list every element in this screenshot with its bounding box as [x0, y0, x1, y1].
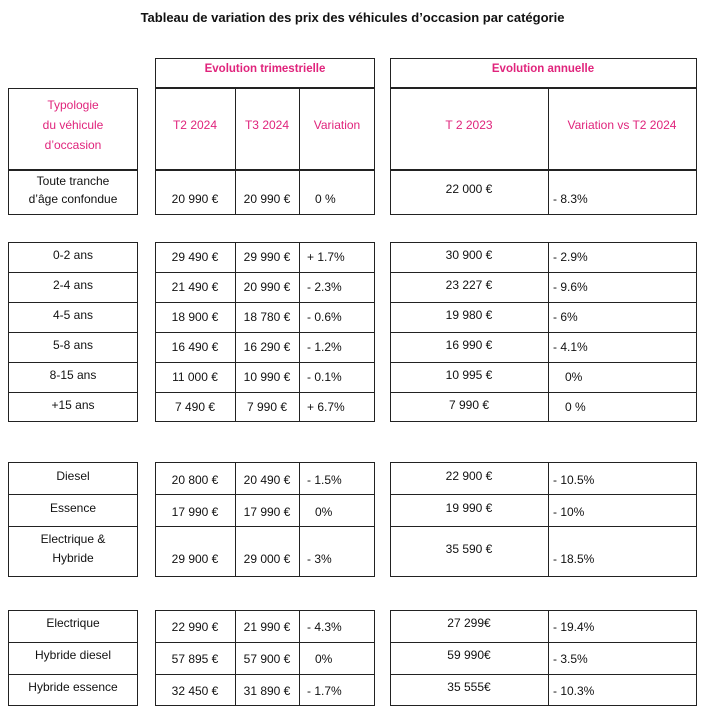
energy-row-elec-hybride-label2: Hybride	[52, 551, 94, 565]
age-row-variation-vs: - 9.6%	[553, 280, 588, 294]
energy-row-elec-hybride-label: Electrique &	[40, 532, 106, 546]
hybrid-row-diesel-variation: 0%	[315, 652, 333, 666]
overall-label-line1: Toute tranche	[36, 174, 110, 188]
age-row-t3-2024: 20 990 €	[243, 280, 291, 294]
hybrid-row-electrique-t3-2024: 21 990 €	[243, 620, 291, 634]
hybrid-row-diesel-t2-2024: 57 895 €	[171, 652, 219, 666]
age-row-t3-2024: 29 990 €	[243, 250, 291, 264]
energy-row-essence-t2-2023: 19 990 €	[445, 501, 493, 515]
age-row-t2-2023: 10 995 €	[445, 368, 493, 382]
overall-variation: 0 %	[315, 192, 336, 206]
overall-t2-2023: 22 000 €	[445, 182, 493, 196]
group-trimestrielle-label: Evolution trimestrielle	[204, 63, 326, 75]
energy-row-essence-label: Essence	[49, 501, 97, 515]
energy-row-diesel-t3-2024: 20 490 €	[243, 473, 291, 487]
age-row-t2-2023: 30 900 €	[445, 248, 493, 262]
energy-row-essence-t3-2024: 17 990 €	[243, 505, 291, 519]
age-row-t2-2023: 7 990 €	[448, 398, 490, 412]
hybrid-row-essence-variation: - 1.7%	[307, 684, 342, 698]
age-row-label: 2-4 ans	[52, 278, 94, 292]
age-row-label: 4-5 ans	[52, 308, 94, 322]
energy-row-diesel-variation: - 1.5%	[307, 473, 342, 487]
age-row-t2-2023: 16 990 €	[445, 338, 493, 352]
age-row-t2-2024: 29 490 €	[171, 250, 219, 264]
energy-row-diesel-t2-2023: 22 900 €	[445, 469, 493, 483]
group-annuelle-label: Evolution annuelle	[491, 63, 595, 75]
age-row-variation: + 6.7%	[307, 400, 345, 414]
age-row-variation-vs: 0%	[565, 370, 583, 384]
header-typologie-line1: Typologie	[47, 98, 99, 112]
age-row-t2-2023: 23 227 €	[445, 278, 493, 292]
hybrid-row-diesel-t3-2024: 57 900 €	[243, 652, 291, 666]
age-row-label: 5-8 ans	[52, 338, 94, 352]
hybrid-row-electrique-t2-2024: 22 990 €	[171, 620, 219, 634]
age-row-t2-2024: 7 490 €	[174, 400, 216, 414]
page-title: Tableau de variation des prix des véhicules d’occasion par catégorie	[140, 10, 565, 25]
header-typologie-line2: du véhicule	[42, 118, 104, 132]
age-row-label: +15 ans	[51, 398, 95, 412]
hybrid-row-essence-t3-2024: 31 890 €	[243, 684, 291, 698]
header-t2-2023: T 2 2023	[445, 118, 493, 132]
energy-row-elec-hybride-variation: - 3%	[307, 552, 332, 566]
energy-row-essence-t2-2024: 17 990 €	[171, 505, 219, 519]
energy-row-elec-hybride-variation-vs: - 18.5%	[553, 552, 595, 566]
age-row-t3-2024: 10 990 €	[243, 370, 291, 384]
header-variation: Variation	[313, 118, 361, 132]
energy-row-elec-hybride-t3-2024: 29 000 €	[243, 552, 291, 566]
hybrid-row-essence-label: Hybride essence	[28, 680, 118, 694]
energy-row-diesel-variation-vs: - 10.5%	[553, 473, 595, 487]
energy-row-essence-variation-vs: - 10%	[553, 505, 585, 519]
age-row-t3-2024: 7 990 €	[246, 400, 288, 414]
hybrid-row-essence-t2-2023: 35 555€	[447, 680, 491, 694]
hybrid-row-diesel-label: Hybride diesel	[34, 648, 112, 662]
hybrid-row-electrique-label: Electrique	[46, 616, 100, 630]
hybrid-row-diesel-variation-vs: - 3.5%	[553, 652, 588, 666]
hybrid-row-electrique-variation-vs: - 19.4%	[553, 620, 595, 634]
header-typologie-line3: d’occasion	[44, 138, 102, 152]
hybrid-row-essence-t2-2024: 32 450 €	[171, 684, 219, 698]
age-row-variation: - 0.1%	[307, 370, 342, 384]
age-row-t2-2023: 19 980 €	[445, 308, 493, 322]
header-t2-2024: T2 2024	[172, 118, 218, 132]
energy-row-diesel-t2-2024: 20 800 €	[171, 473, 219, 487]
overall-variation-vs: - 8.3%	[553, 192, 588, 206]
age-row-t2-2024: 11 000 €	[172, 370, 218, 384]
age-row-variation-vs: - 4.1%	[553, 340, 588, 354]
energy-row-elec-hybride-t2-2024: 29 900 €	[171, 552, 219, 566]
energy-row-essence-variation: 0%	[315, 505, 333, 519]
energy-row-elec-hybride-t2-2023: 35 590 €	[445, 542, 493, 556]
age-row-label: 8-15 ans	[49, 368, 97, 382]
hybrid-row-diesel-t2-2023: 59 990€	[447, 648, 491, 662]
age-row-t2-2024: 21 490 €	[171, 280, 219, 294]
overall-t3-2024: 20 990 €	[243, 192, 291, 206]
age-row-variation-vs: - 6%	[553, 310, 578, 324]
header-variation-vs: Variation vs T2 2024	[567, 118, 677, 132]
overall-t2-2024: 20 990 €	[171, 192, 219, 206]
age-row-t2-2024: 16 490 €	[171, 340, 219, 354]
age-row-variation: - 1.2%	[307, 340, 342, 354]
age-row-t3-2024: 16 290 €	[243, 340, 291, 354]
hybrid-row-essence-variation-vs: - 10.3%	[553, 684, 595, 698]
age-row-t2-2024: 18 900 €	[171, 310, 219, 324]
age-row-variation: + 1.7%	[307, 250, 345, 264]
age-row-variation-vs: 0 %	[565, 400, 586, 414]
overall-annual-cells	[390, 170, 697, 215]
hybrid-annual-block	[390, 610, 697, 706]
age-row-variation: - 0.6%	[307, 310, 342, 324]
age-row-variation: - 2.3%	[307, 280, 342, 294]
hybrid-row-electrique-t2-2023: 27 299€	[447, 616, 491, 630]
age-row-t3-2024: 18 780 €	[243, 310, 291, 324]
hybrid-row-electrique-variation: - 4.3%	[307, 620, 342, 634]
overall-label-line2: d’âge confondue	[28, 192, 118, 206]
header-t3-2024: T3 2024	[244, 118, 290, 132]
energy-row-diesel-label: Diesel	[56, 469, 90, 483]
energy-annual-block	[390, 462, 697, 577]
age-row-variation-vs: - 2.9%	[553, 250, 588, 264]
age-row-label: 0-2 ans	[52, 248, 94, 262]
